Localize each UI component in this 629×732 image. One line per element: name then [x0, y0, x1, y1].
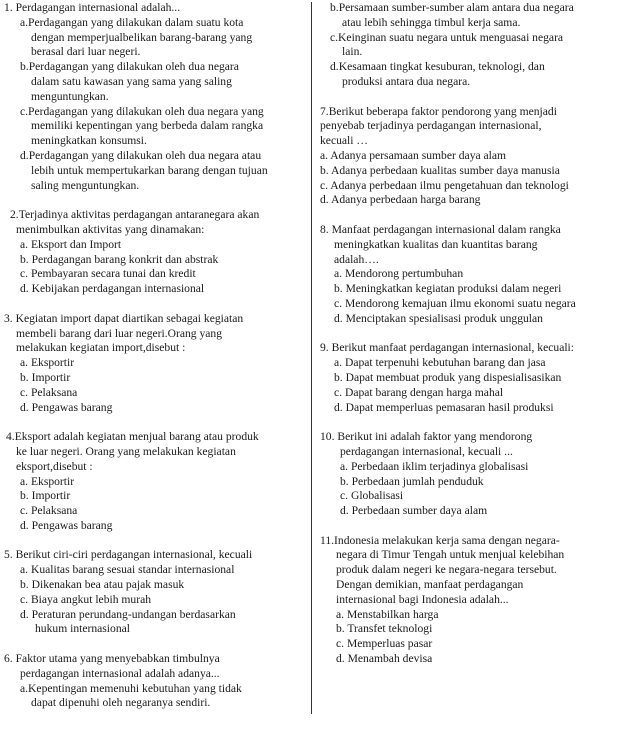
question-line: dapat dipenuhi oleh negaranya sendiri.: [31, 696, 211, 710]
question-line: d. Menciptakan spesialisasi produk unggulan: [334, 311, 543, 325]
question-block: [4, 208, 306, 297]
question-line: adalah….: [334, 252, 379, 266]
question-line: a. Mendorong pertumbuhan: [334, 267, 464, 281]
question-text: 10. Berikut ini adalah faktor yang mendorong: [320, 430, 533, 444]
question-line: b. Adanya perbedaan kualitas sumber daya manusia: [320, 163, 560, 177]
question-line: c. Pelaksana: [20, 504, 78, 518]
question-spacer: [4, 637, 306, 652]
question-line: dengan memperjualbelikan barang-barang yang: [31, 30, 253, 44]
question-line: a. Dapat terpenuhi kebutuhan barang dan jasa: [334, 356, 546, 370]
right-column: [320, 1, 625, 667]
question-line: a. Eksportir: [20, 474, 75, 488]
question-line: menguntungkan.: [31, 89, 109, 103]
question-block: [4, 548, 306, 637]
question-line: c. Pelaksana: [20, 385, 78, 399]
question-block: [320, 223, 625, 327]
question-block: [320, 1, 625, 90]
question-line: c. Memperluas pasar: [336, 637, 433, 651]
question-text: 2.Terjadinya aktivitas perdagangan antaranegara akan: [10, 208, 260, 222]
question-line: produk dalam negeri ke negara-negara tersebut.: [336, 563, 557, 577]
question-line: berasal dari luar negeri.: [31, 45, 141, 59]
question-spacer: [320, 327, 625, 342]
question-line: menimbulkan aktivitas yang dinamakan:: [16, 222, 205, 236]
question-line: d. Pengawas barang: [20, 400, 113, 414]
question-line: d. Adanya perbedaan harga barang: [320, 193, 481, 207]
question-line: atau lebih sehingga timbul kerja sama.: [342, 15, 521, 29]
question-line: a. Eksport dan Import: [20, 237, 122, 251]
question-line: d. Dapat memperluas pemasaran hasil produksi: [334, 400, 554, 414]
question-line: b. Meningkatkan kegiatan produksi dalam negeri: [334, 282, 562, 296]
question-line: a. Eksportir: [20, 356, 75, 370]
question-text: 6. Faktor utama yang menyebabkan timbulnya: [4, 652, 220, 666]
question-line: a. Kualitas barang sesuai standar internasional: [20, 563, 235, 577]
question-line: eksport,disebut :: [16, 459, 93, 473]
left-column: [4, 1, 306, 711]
question-block: [4, 430, 306, 534]
question-spacer: [4, 415, 306, 430]
question-spacer: [4, 534, 306, 549]
question-line: c. Adanya perbedaan ilmu pengetahuan dan teknologi: [320, 178, 569, 192]
question-line: Dengan demikian, manfaat perdagangan: [336, 578, 524, 592]
question-text: 11.Indonesia melakukan kerja sama dengan negara-: [320, 533, 560, 547]
question-line: penyebab terjadinya perdagangan internasional,: [320, 119, 542, 133]
question-line: b. Dikenakan bea atau pajak masuk: [20, 578, 185, 592]
question-line: lebih untuk mempertukarkan barang dengan tujuan: [31, 163, 268, 177]
question-line: a.Kepentingan memenuhi kebutuhan yang tidak: [20, 681, 242, 695]
question-line: kecuali …: [320, 134, 368, 148]
question-text: 5. Berikut ciri-ciri perdagangan internasional, kecuali: [4, 548, 253, 562]
question-line: c. Mendorong kemajuan ilmu ekonomi suatu negara: [334, 296, 576, 310]
question-line: a. Perbedaan iklim terjadinya globalisasi: [340, 459, 529, 473]
question-spacer: [320, 208, 625, 223]
question-spacer: [320, 415, 625, 430]
question-line: lain.: [342, 45, 363, 59]
question-line: hukum internasional: [35, 622, 130, 636]
question-line: melakukan kegiatan import,disebut :: [16, 341, 186, 355]
question-line: a. Adanya persamaan sumber daya alam: [320, 148, 507, 162]
question-line: c.Keinginan suatu negara untuk menguasai negara: [330, 30, 564, 44]
question-block: [4, 1, 306, 193]
question-line: d.Kesamaan tingkat kesuburan, teknologi, dan: [330, 60, 545, 74]
question-line: c. Pembayaran secara tunai dan kredit: [20, 267, 196, 281]
question-line: d. Perbedaan sumber daya alam: [340, 504, 488, 518]
question-line: perdagangan internasional, kecuali ...: [340, 444, 513, 458]
question-line: b. Perdagangan barang konkrit dan abstrak: [20, 252, 219, 266]
question-line: d. Menambah devisa: [336, 652, 433, 666]
question-line: membeli barang dari luar negeri.Orang yang: [16, 326, 223, 340]
question-block: [320, 341, 625, 415]
question-spacer: [4, 297, 306, 312]
question-block: [320, 430, 625, 519]
question-line: memiliki kepentingan yang berbeda dalam rangka: [31, 119, 264, 133]
question-text: 7.Berikut beberapa faktor pendorong yang menjadi: [320, 104, 557, 118]
question-line: saling menguntungkan.: [31, 178, 140, 192]
question-line: b. Dapat membuat produk yang dispesialisasikan: [334, 370, 562, 384]
question-text: 9. Berikut manfaat perdagangan internasional, kecuali:: [320, 341, 574, 355]
question-line: c. Biaya angkut lebih murah: [20, 592, 152, 606]
question-block: [4, 652, 306, 711]
question-block: [4, 312, 306, 416]
question-line: d. Kebijakan perdagangan internasional: [20, 282, 205, 296]
question-line: c.Perdagangan yang dilakukan oleh dua negara yang: [20, 104, 264, 118]
question-line: c. Dapat barang dengan harga mahal: [334, 385, 504, 399]
question-line: a. Menstabilkan harga: [336, 607, 439, 621]
question-text: b.Persamaan sumber-sumber alam antara dua negara: [330, 1, 574, 14]
question-text: 1. Perdagangan internasional adalah...: [4, 1, 181, 14]
question-line: a.Perdagangan yang dilakukan dalam suatu kota: [20, 15, 244, 29]
question-spacer: [320, 519, 625, 534]
question-line: meningkatkan kualitas dan kuantitas barang: [334, 237, 538, 251]
question-spacer: [4, 193, 306, 208]
question-line: d. Peraturan perundang-undangan berdasarkan: [20, 607, 236, 621]
question-line: perdagangan internasional adalah adanya...: [20, 666, 220, 680]
question-text: 3. Kegiatan import dapat diartikan sebagai kegiatan: [4, 311, 244, 325]
question-line: negara di Timur Tengah untuk menjual kelebihan: [336, 548, 565, 562]
column-divider: [311, 2, 312, 714]
question-line: dalam satu kawasan yang sama yang saling: [31, 74, 232, 88]
question-line: b. Perbedaan jumlah penduduk: [340, 474, 484, 488]
question-line: b. Transfet teknologi: [336, 622, 433, 636]
question-line: internasional bagi Indonesia adalah...: [336, 592, 509, 606]
question-line: produksi antara dua negara.: [342, 74, 471, 88]
question-block: [320, 105, 625, 209]
question-text: 4.Eksport adalah kegiatan menjual barang atau produk: [6, 430, 259, 444]
question-line: c. Globalisasi: [340, 489, 404, 503]
question-line: b. Importir: [20, 370, 71, 384]
question-spacer: [320, 90, 625, 105]
question-text: 8. Manfaat perdagangan internasional dalam rangka: [320, 222, 561, 236]
question-block: [320, 534, 625, 667]
question-line: ke luar negeri. Orang yang melakukan kegiatan: [16, 444, 236, 458]
question-line: b. Importir: [20, 489, 71, 503]
question-line: d.Perdagangan yang dilakukan oleh dua negara atau: [20, 148, 262, 162]
question-line: meningkatkan konsumsi.: [31, 134, 147, 148]
question-line: d. Pengawas barang: [20, 518, 113, 532]
question-line: b.Perdagangan yang dilakukan oleh dua negara: [20, 60, 239, 74]
